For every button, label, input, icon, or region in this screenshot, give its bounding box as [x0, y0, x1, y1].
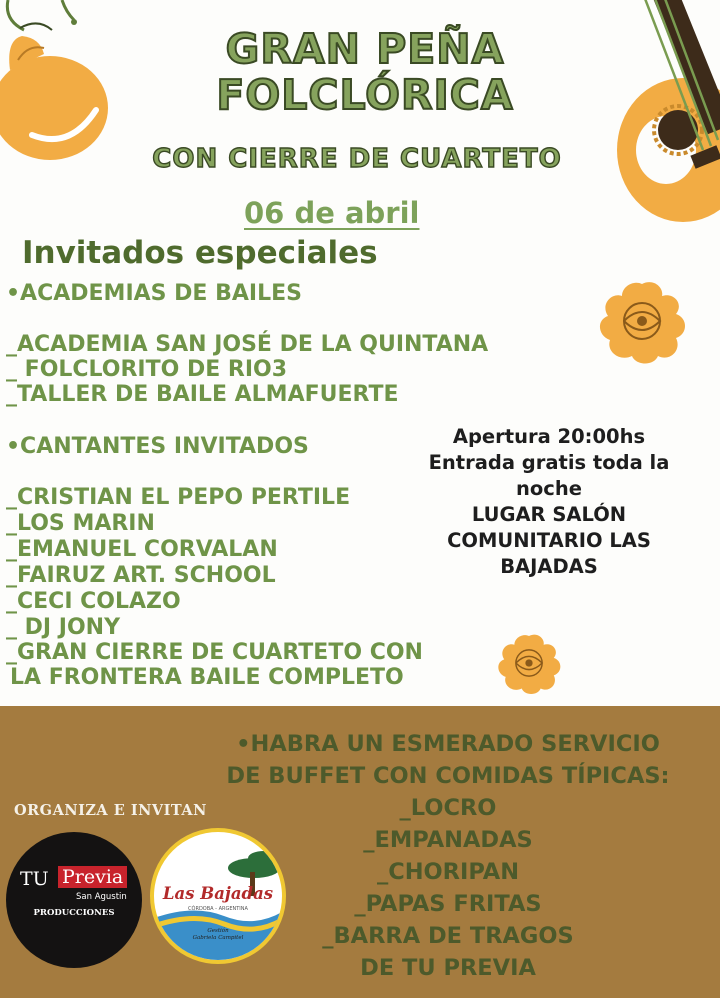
- dance-heading: •ACADEMIAS DE BAILES: [6, 281, 302, 306]
- logo-name-text: Las Bajadas: [162, 884, 274, 903]
- flower-icon: [494, 630, 564, 696]
- dance-item: _ACADEMIA SAN JOSÉ DE LA QUINTANA: [6, 332, 489, 357]
- flower-icon: [594, 278, 690, 364]
- title-line-1: GRAN PEÑA: [225, 25, 505, 73]
- title-line-2: FOLCLÓRICA: [216, 71, 514, 119]
- singer-item: _CRISTIAN EL PEPO PERTILE: [6, 485, 351, 510]
- singer-item: _FAIRUZ ART. SCHOOL: [6, 563, 276, 588]
- info-line: COMUNITARIO LAS: [447, 529, 651, 552]
- event-info: [396, 424, 702, 580]
- singer-item: _GRAN CIERRE DE CUARTETO CON: [6, 640, 423, 665]
- logo-sub1-text: Gestión: [207, 928, 229, 934]
- buffet-line: DE BUFFET CON COMIDAS TÍPICAS:: [226, 763, 670, 789]
- logo-prod-text: PRODUCCIONES: [33, 908, 115, 918]
- info-line: LUGAR SALÓN: [471, 503, 627, 526]
- logo-region-text: CÓRDOBA - ARGENTINA: [188, 906, 248, 912]
- singer-item: _EMANUEL CORVALAN: [6, 537, 278, 562]
- logo-tu-text: TU: [20, 868, 49, 890]
- buffet-line: _LOCRO: [399, 795, 497, 821]
- event-subtitle: CON CIERRE DE CUARTETO: [152, 144, 562, 174]
- event-title: [100, 26, 630, 118]
- buffet-line: _BARRA DE TRAGOS: [322, 923, 574, 949]
- logo-place-text: San Agustin: [76, 892, 127, 902]
- info-line: Entrada gratis toda la: [428, 451, 670, 474]
- info-line: BAJADAS: [500, 555, 598, 578]
- buffet-line: _CHORIPAN: [376, 859, 520, 885]
- event-date: 06 de abril: [244, 196, 420, 230]
- buffet-line: _EMPANADAS: [363, 827, 533, 853]
- info-line: Apertura 20:00hs: [452, 425, 646, 448]
- singer-item: LA FRONTERA BAILE COMPLETO: [10, 665, 404, 690]
- singer-item: _LOS MARIN: [6, 511, 155, 536]
- buffet-line: _PAPAS FRITAS: [354, 891, 542, 917]
- singer-item: _CECI COLAZO: [6, 589, 181, 614]
- organizers-label: ORGANIZA E INVITAN: [14, 802, 207, 819]
- guests-heading: Invitados especiales: [22, 235, 378, 271]
- las-bajadas-logo: [150, 828, 286, 964]
- buffet-line: DE TU PREVIA: [360, 955, 536, 981]
- logo-sub2-text: Gabriela Campitel: [192, 935, 244, 941]
- dance-item: _ FOLCLORITO DE RIO3: [6, 357, 288, 382]
- tu-previa-logo: [6, 832, 142, 968]
- singer-item: _ DJ JONY: [6, 615, 120, 640]
- buffet-line: •HABRA UN ESMERADO SERVICIO: [236, 731, 660, 757]
- logo-previa-text: Previa: [58, 866, 127, 888]
- info-line: noche: [516, 477, 582, 500]
- singers-heading: •CANTANTES INVITADOS: [6, 434, 309, 459]
- dance-item: _TALLER DE BAILE ALMAFUERTE: [6, 382, 399, 407]
